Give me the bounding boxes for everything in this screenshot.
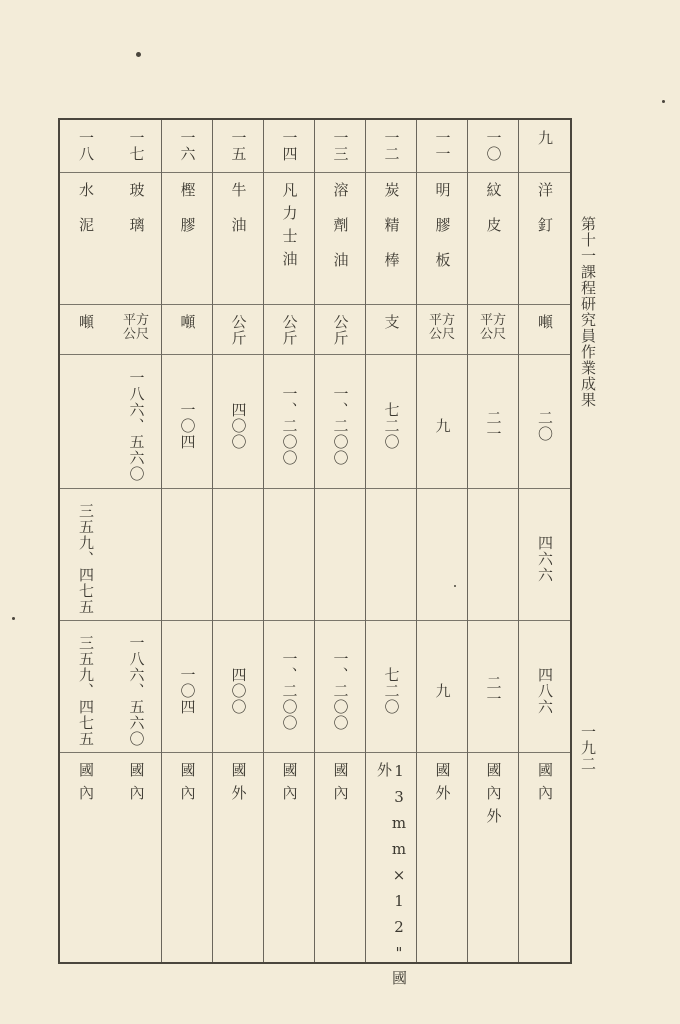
item-name: 紋皮 — [484, 182, 503, 252]
table-cell — [264, 762, 314, 966]
table-cell — [264, 630, 314, 752]
table-cell — [468, 498, 518, 620]
item-number: 一四 — [280, 130, 299, 162]
table-cell — [468, 364, 518, 488]
table-cell — [264, 130, 314, 172]
table-cell — [264, 182, 314, 304]
unit-part: 公尺 — [122, 327, 149, 342]
item-unit — [123, 314, 149, 342]
table-column — [213, 120, 264, 962]
table-cell — [111, 364, 161, 488]
value-a: 一、二〇〇 — [280, 386, 299, 466]
item-unit: 公斤 — [331, 314, 350, 346]
table-cell — [60, 182, 111, 304]
table-cell — [315, 364, 365, 488]
table-cell — [468, 314, 518, 354]
table-cell — [315, 182, 365, 304]
table-cell — [213, 630, 263, 752]
item-number: 九 — [536, 130, 554, 146]
table-cell — [213, 182, 263, 304]
table-cell — [315, 314, 365, 354]
item-number: 一七 — [127, 130, 146, 162]
value-total: 一、二〇〇 — [331, 651, 350, 731]
origin-note: 國內外 — [484, 762, 503, 831]
table-column — [468, 120, 519, 962]
value-total: 二一 — [484, 675, 503, 707]
origin-note: 國內 — [127, 762, 146, 808]
table-column — [60, 120, 111, 962]
ink-speck — [136, 52, 141, 57]
table-cell — [315, 130, 365, 172]
table-cell — [519, 498, 570, 620]
table-column — [111, 120, 162, 962]
table-cell — [468, 630, 518, 752]
value-b: 四六六 — [536, 535, 554, 583]
table-cell — [519, 130, 570, 172]
table-cell — [111, 130, 161, 172]
value-a: 一、二〇〇 — [331, 386, 350, 466]
value-total: 一、二〇〇 — [280, 651, 299, 731]
item-unit — [480, 314, 506, 342]
table-column — [315, 120, 366, 962]
page-number: 一九二 — [579, 724, 597, 772]
table-cell — [213, 498, 263, 620]
item-name: 凡力士油 — [280, 182, 299, 274]
item-unit: 噸 — [178, 314, 197, 330]
item-number: 一三 — [331, 130, 350, 162]
item-name: 牛油 — [229, 182, 248, 252]
table-cell — [162, 630, 212, 752]
table-cell — [162, 314, 212, 354]
origin-note: 13mm×12"國外 — [375, 762, 408, 993]
table-cell — [315, 498, 365, 620]
table-column — [519, 120, 570, 962]
item-unit: 噸 — [77, 314, 95, 330]
unit-part: 公尺 — [479, 327, 506, 342]
value-total: 三五九、四七五 — [77, 635, 95, 747]
table-cell — [519, 762, 570, 966]
table-cell — [519, 364, 570, 488]
table-cell — [519, 630, 570, 752]
origin-note: 國內 — [77, 762, 95, 808]
table-cell — [111, 630, 161, 752]
item-name: 水泥 — [77, 182, 95, 252]
table-column — [366, 120, 417, 993]
table-cell — [111, 498, 161, 620]
unit-part: 平方 — [428, 313, 455, 328]
origin-note: 國內 — [178, 762, 197, 808]
value-total: 四八六 — [536, 667, 554, 715]
value-b: 三五九、四七五 — [77, 503, 95, 615]
unit-part: 平方 — [122, 313, 149, 328]
value-a: 九 — [433, 418, 452, 434]
table-cell — [162, 364, 212, 488]
table-cell — [315, 630, 365, 752]
table-column — [417, 120, 468, 962]
table-cell — [315, 762, 365, 966]
table-cell — [264, 364, 314, 488]
ink-speck — [662, 100, 665, 103]
item-name: 溶劑油 — [331, 182, 350, 287]
table-cell — [60, 498, 111, 620]
item-name: 玻璃 — [127, 182, 146, 252]
table-cell — [366, 762, 416, 993]
table-cell — [417, 314, 467, 354]
table-cell — [162, 182, 212, 304]
origin-note: 國外 — [229, 762, 248, 808]
value-total: 一八六、五六〇 — [127, 635, 146, 747]
value-a: 一〇四 — [178, 402, 197, 450]
table-cell — [366, 630, 416, 752]
table-cell — [417, 498, 467, 620]
item-unit: 公斤 — [229, 314, 248, 346]
table-cell — [162, 762, 212, 966]
table-cell — [417, 364, 467, 488]
table-cell — [162, 130, 212, 172]
unit-part: 平方 — [479, 313, 506, 328]
table-cell — [264, 498, 314, 620]
item-number: 一五 — [229, 130, 248, 162]
item-name: 樫膠 — [178, 182, 197, 252]
table-cell — [468, 182, 518, 304]
origin-note: 國內 — [331, 762, 350, 808]
item-number: 一八 — [77, 130, 95, 162]
table-cell — [60, 630, 111, 752]
origin-note: 國內 — [280, 762, 299, 808]
item-number: 一〇 — [484, 130, 503, 162]
table-column — [162, 120, 213, 962]
table-cell — [111, 182, 161, 304]
value-total: 七二〇 — [382, 667, 401, 715]
table-cell — [264, 314, 314, 354]
table-cell — [213, 762, 263, 966]
table-cell — [366, 364, 416, 488]
table-cell — [111, 762, 161, 966]
table-cell — [213, 314, 263, 354]
table-cell — [213, 364, 263, 488]
item-number: 一二 — [382, 130, 401, 162]
table-cell — [417, 630, 467, 752]
item-name: 洋釘 — [536, 182, 554, 252]
table-column — [264, 120, 315, 962]
value-a: 四〇〇 — [229, 402, 248, 450]
table-cell — [366, 130, 416, 172]
item-name: 明膠板 — [433, 182, 452, 287]
table-cell — [366, 182, 416, 304]
unit-part: 公尺 — [428, 327, 455, 342]
table-cell — [162, 498, 212, 620]
table-cell — [366, 314, 416, 354]
value-a: 二一 — [484, 410, 503, 442]
value-total: 一〇四 — [178, 667, 197, 715]
table-cell — [60, 130, 111, 172]
item-unit: 公斤 — [280, 314, 299, 346]
item-name: 炭精棒 — [382, 182, 401, 287]
table-cell — [366, 498, 416, 620]
table-cell — [60, 364, 111, 488]
item-unit: 支 — [382, 314, 401, 330]
value-total: 九 — [433, 683, 452, 699]
table-cell — [60, 762, 111, 966]
table-cell — [417, 762, 467, 966]
ink-speck — [12, 617, 15, 620]
item-number: 一一 — [433, 130, 452, 162]
running-title: 第十一課程研究員作業成果 — [579, 216, 597, 408]
origin-note: 國內 — [536, 762, 554, 808]
value-a: 七二〇 — [382, 402, 401, 450]
item-unit — [429, 314, 455, 342]
value-a: 二〇 — [536, 410, 554, 442]
data-table — [58, 118, 572, 993]
table-cell — [111, 314, 161, 354]
item-unit: 噸 — [536, 314, 554, 330]
table-cell — [417, 130, 467, 172]
table-cell — [519, 314, 570, 354]
table-cell — [213, 130, 263, 172]
table-cell — [60, 314, 111, 354]
origin-note: 國外 — [433, 762, 452, 808]
table-cell — [417, 182, 467, 304]
value-a: 一八六、五六〇 — [127, 370, 146, 482]
table-cell — [468, 762, 518, 966]
item-number: 一六 — [178, 130, 197, 162]
table-cell — [468, 130, 518, 172]
table-cell — [519, 182, 570, 304]
value-total: 四〇〇 — [229, 667, 248, 715]
